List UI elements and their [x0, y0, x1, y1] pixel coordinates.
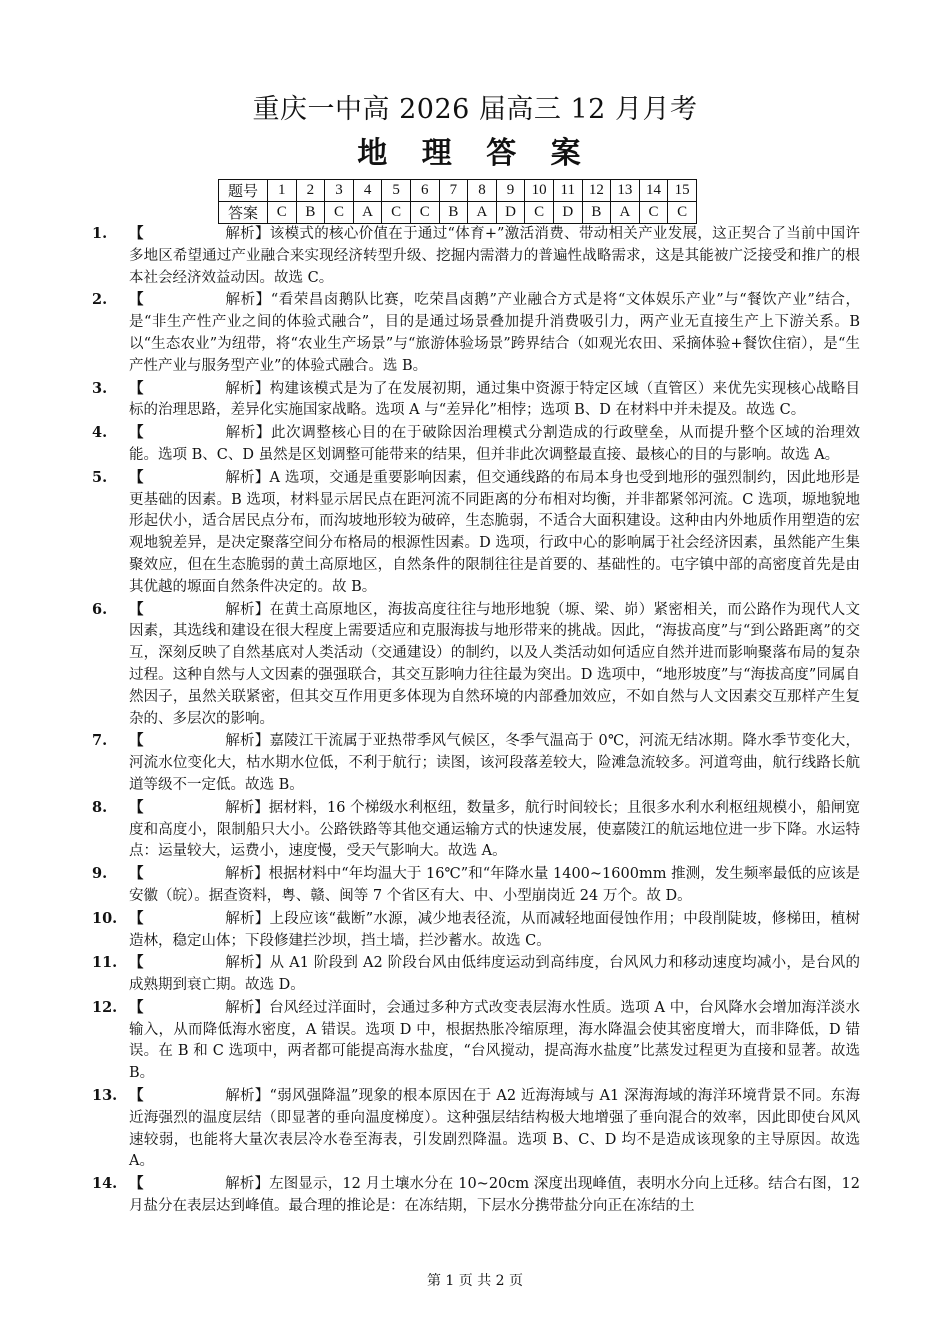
item-text: 解析】上段应该“截断”水源，减少地表径流，从而减轻地面侵蚀作用；中段削陡坡，修梯田，植树造林，稳定山体；下段修建拦沙坝，挡土墙，拦沙蓄水。故选 C。: [129, 910, 860, 949]
answer-cell: D: [553, 202, 582, 224]
item-number: 6.: [92, 600, 108, 618]
item-bracket: 【: [129, 1087, 144, 1105]
answer-table-row1-label: 题号: [219, 180, 268, 202]
question-number: 2: [296, 180, 325, 202]
explanation-item: [92, 863, 860, 908]
explanation-item: [92, 908, 860, 953]
item-bracket: 【: [129, 998, 144, 1016]
item-number: 4.: [92, 424, 108, 442]
answer-cell: B: [582, 202, 611, 224]
question-number: 1: [268, 180, 297, 202]
page-title: 重庆一中高 2026 届高三 12 月月考: [252, 94, 698, 125]
question-number: 15: [668, 180, 697, 202]
item-text: 解析】根据材料中“年均温大于 16℃”和“年降水量 1400~1600mm 推测，发生频率最低的应该是安徽（皖）。据查资料，粤、赣、闽等 7 个省区有大、中、小型崩岗近 24 万个。故 D。: [129, 866, 860, 904]
explanation-item: [92, 997, 860, 1085]
answer-cell: D: [496, 202, 525, 224]
question-number: 5: [382, 180, 411, 202]
answer-cell: C: [410, 202, 439, 224]
item-bracket: 【: [129, 379, 144, 397]
answer-table-number-row: [219, 180, 697, 202]
question-number: 7: [439, 180, 468, 202]
question-number: 9: [496, 180, 525, 202]
item-bracket: 【: [129, 909, 144, 927]
question-number: 11: [553, 180, 582, 202]
explanation-item: [92, 1085, 860, 1173]
answer-cell: C: [325, 202, 354, 224]
item-text: 解析】“弱风强降温”现象的根本原因在于 A2 近海海域与 A1 深海海域的海洋环境背景不同。东海近海强烈的温度层结（即显著的垂向温度梯度）。这种强层结结构极大地增强了垂向混合的效率，因此即使台风风速较弱，也能将大量次表层冷水卷至海表，引发剧烈降温。选项 B、C、D 均不是造成该现象的主导原因。故选 A。: [129, 1088, 860, 1170]
item-number: 12.: [92, 998, 118, 1016]
explanation-item: [92, 730, 860, 796]
answer-cell: C: [525, 202, 554, 224]
answer-table-row2-label: 答案: [219, 202, 268, 224]
item-text: 解析】“看荣昌卤鹅队比赛，吃荣昌卤鹅”产业融合方式是将“文体娱乐产业”与“餐饮产业”结合，是“非生产性产业之间的体验式融合”，目的是通过场景叠加提升消费吸引力，两产业无直接生产上下游关系。B 以“生态农业”为纽带，将“农业生产场景”与“旅游体验场景”跨界结合（如观光农田、采摘体验+餐饮住宿），是“生产性产业与服务型产业”的体验式融合。选 B。: [129, 292, 860, 374]
explanation-item: [92, 467, 860, 599]
answer-cell: C: [382, 202, 411, 224]
item-text: 解析】构建该模式是为了在发展初期，通过集中资源于特定区域（直管区）来优先实现核心战略目标的治理思路，差异化实施国家战略。选项 A 与“差异化”相悖；选项 B、D 在材料中并未提及。故选 C。: [129, 380, 860, 419]
item-number: 2.: [92, 291, 108, 309]
item-text: 解析】台风经过洋面时，会通过多种方式改变表层海水性质。选项 A 中，台风降水会增加海洋淡水输入，从而降低海水密度，A 错误。选项 D 中，根据热胀冷缩原理，海水降温会使其密度增大，而非降低，D 错误。在 B 和 C 选项中，两者都可能提高海水盐度，“台风搅动，提高海水盐度”比蒸发过程更为直接和显著。故选 B。: [129, 999, 860, 1082]
explanation-item: [92, 378, 860, 423]
item-number: 7.: [92, 732, 108, 750]
item-number: 5.: [92, 468, 108, 486]
item-text: 解析】据材料，16 个梯级水利枢纽，数量多，航行时间较长；且很多水利水利枢纽规模小，船闸宽度和高度小，限制船只大小。公路铁路等其他交通运输方式的快速发展，使嘉陵江的航运地位进一步下降。水运特点：运量较大，运费小，速度慢，受天气影响大。故选 A。: [129, 799, 860, 860]
item-number: 1.: [92, 225, 108, 242]
item-bracket: 【: [129, 225, 144, 242]
explanation-item: [92, 289, 860, 377]
answer-explanations: [92, 223, 860, 1218]
answer-table-answer-row: [219, 202, 697, 224]
page-subtitle: 地 理 答 案: [357, 136, 593, 171]
explanation-item: [92, 797, 860, 863]
item-number: 8.: [92, 798, 108, 816]
answer-table: [218, 179, 697, 224]
item-number: 14.: [92, 1175, 118, 1193]
answer-cell: C: [639, 202, 668, 224]
question-number: 6: [410, 180, 439, 202]
item-number: 9.: [92, 865, 108, 883]
explanation-item: [92, 1173, 860, 1218]
question-number: 4: [353, 180, 382, 202]
question-number: 8: [468, 180, 497, 202]
item-number: 13.: [92, 1087, 118, 1105]
question-number: 14: [639, 180, 668, 202]
item-bracket: 【: [129, 954, 144, 972]
explanation-item: [92, 223, 860, 289]
item-bracket: 【: [129, 1175, 144, 1193]
answer-cell: B: [439, 202, 468, 224]
item-text: 解析】在黄土高原地区，海拔高度往往与地形地貌（塬、梁、峁）紧密相关，而公路作为现代人文因素，其选线和建设在很大程度上需要适应和克服海拔与地形带来的挑战。因此，“海拔高度”与“到公路距离”的交互，深刻反映了自然基底对人类活动（交通建设）的制约，以及人类活动如何适应自然并进而影响聚落布局的复杂过程。这种自然与人文因素的强强联合，其交互影响力往往最为突出。D 选项中，“地形坡度”与“海拔高度”同属自然因子，虽然关联紧密，但其交互作用更多体现为自然环境的内部叠加效应，不如自然与人文因素交互那样产生复杂的、多层次的影响。: [129, 601, 860, 727]
answer-cell: C: [268, 202, 297, 224]
question-number: 13: [611, 180, 640, 202]
item-number: 10.: [92, 909, 118, 927]
explanation-item: [92, 422, 860, 467]
item-text: 解析】嘉陵江干流属于亚热带季风气候区，冬季气温高于 0℃，河流无结冰期。降水季节变化大，河流水位变化大，枯水期水位低，不利于航行；读图，该河段落差较大，险滩急流较多。河道弯曲，航行线路长航道等级不一定低。故选 B。: [129, 733, 860, 793]
item-bracket: 【: [129, 291, 144, 309]
item-text: 解析】左图显示，12 月土壤水分在 10~20cm 深度出现峰值，表明水分向上迁移。结合右图，12 月盐分在表层达到峰值。最合理的推论是：在冻结期，下层水分携带盐分向正在冻结的土: [129, 1176, 860, 1215]
answer-cell: A: [468, 202, 497, 224]
item-text: 解析】从 A1 阶段到 A2 阶段台风由低纬度运动到高纬度，台风风力和移动速度均减小，是台风的成熟期到衰亡期。故选 D。: [129, 955, 860, 994]
answer-cell: C: [668, 202, 697, 224]
question-number: 12: [582, 180, 611, 202]
explanation-item: [92, 952, 860, 997]
item-bracket: 【: [129, 600, 144, 618]
item-bracket: 【: [129, 468, 144, 486]
item-bracket: 【: [129, 865, 144, 883]
item-bracket: 【: [129, 732, 144, 750]
page-footer: 第 1 页 共 2 页: [426, 1273, 524, 1289]
answer-cell: B: [296, 202, 325, 224]
explanation-item: [92, 599, 860, 731]
item-text: 解析】A 选项，交通是重要影响因素，但交通线路的布局本身也受到地形的强烈制约，因此地形是更基础的因素。B 选项，材料显示居民点在距河流不同距离的分布相对均衡，并非都紧邻河流。C 选项，塬地貌地形起伏小，适合居民点分布，而沟坡地形较为破碎，生态脆弱，不适合大面积建设。这种由内外地质作用塑造的宏观地貌差异，是决定聚落空间分布格局的根源性因素。D 选项，行政中心的影响属于社会经济因素，虽然能产生集聚效应，但在生态脆弱的黄土高原地区，自然条件的限制往往是首要的、基础性的。屯字镇中部的高密度首先是由其优越的塬面自然条件决定的。故 B。: [129, 469, 860, 595]
item-text: 解析】此次调整核心目的在于破除因治理模式分割造成的行政壁垒，从而提升整个区域的治理效能。选项 B、C、D 虽然是区划调整可能带来的结果，但并非此次调整最直接、最核心的目的与影响。故选 A。: [129, 425, 860, 463]
answer-cell: A: [353, 202, 382, 224]
answer-cell: A: [611, 202, 640, 224]
item-text: 解析】该模式的核心价值在于通过“体育+”激活消费、带动相关产业发展，这正契合了当前中国许多地区希望通过产业融合来实现经济转型升级、挖掘内需潜力的普遍性战略需求，这是其能被广泛接受和推广的根本社会经济效益动因。故选 C。: [129, 226, 860, 286]
item-bracket: 【: [129, 798, 144, 816]
item-bracket: 【: [129, 424, 144, 442]
question-number: 3: [325, 180, 354, 202]
question-number: 10: [525, 180, 554, 202]
item-number: 3.: [92, 379, 108, 397]
item-number: 11.: [92, 954, 118, 972]
